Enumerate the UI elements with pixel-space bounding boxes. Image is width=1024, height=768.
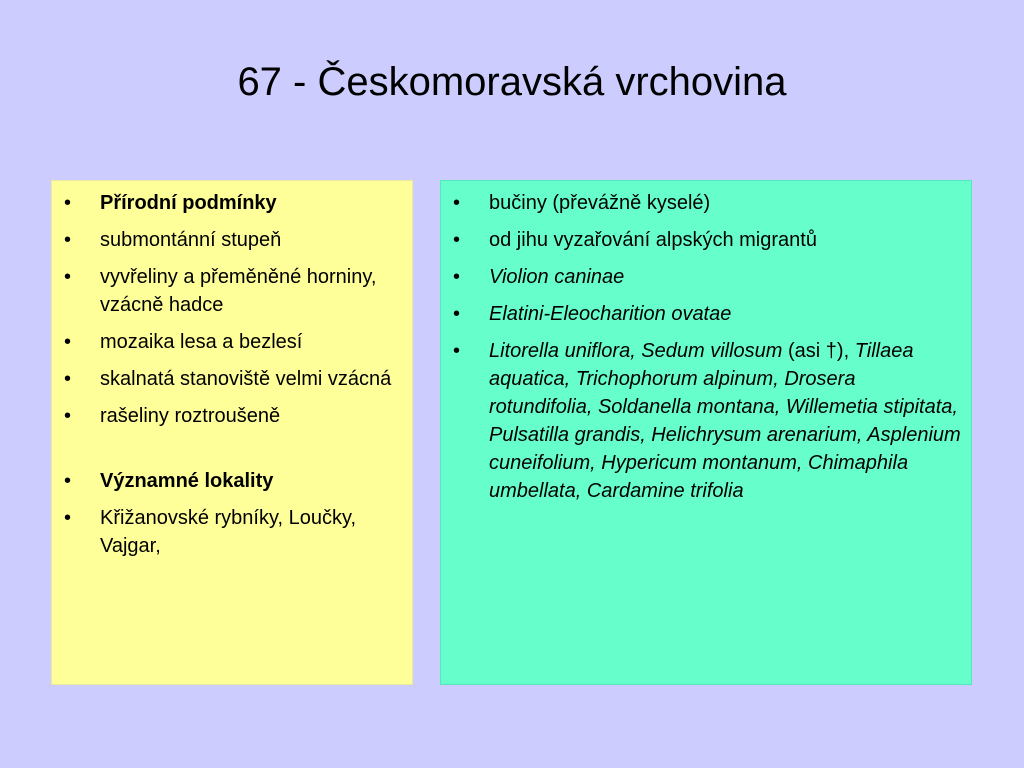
list-item-text: submontánní stupeň xyxy=(100,229,282,251)
bullet-icon: • xyxy=(453,303,461,325)
bullet-icon: • xyxy=(64,192,72,214)
list-item xyxy=(52,263,402,319)
list-item xyxy=(52,226,402,254)
left-bullet-list xyxy=(52,189,402,430)
left-panel xyxy=(51,180,413,685)
list-item-text: Violion caninae xyxy=(489,266,625,288)
list-item-text: vyvřeliny a přeměněné horniny, vzácně hadce xyxy=(100,266,377,316)
bullet-icon: • xyxy=(64,229,72,251)
species-note: (asi †), xyxy=(782,340,855,362)
list-item-text: Křižanovské rybníky, Loučky, Vajgar, xyxy=(100,507,357,557)
list-item-text: rašeliny roztroušeně xyxy=(100,405,281,427)
bullet-icon: • xyxy=(64,405,72,427)
list-item-text: mozaika lesa a bezlesí xyxy=(100,331,303,353)
section-heading-natural-conditions: Přírodní podmínky xyxy=(100,192,277,214)
list-item xyxy=(441,263,961,291)
bullet-icon: • xyxy=(64,507,72,529)
list-item xyxy=(52,328,402,356)
bullet-icon: • xyxy=(453,340,461,362)
bullet-icon: • xyxy=(64,266,72,288)
slide-title: 67 - Českomoravská vrchovina xyxy=(237,60,787,104)
section-heading-notable-localities: Významné lokality xyxy=(100,470,274,492)
bullet-icon: • xyxy=(453,266,461,288)
right-panel xyxy=(440,180,972,685)
list-item-text: bučiny (převážně kyselé) xyxy=(489,192,711,214)
species-list-part-1: Litorella uniflora, Sedum villosum xyxy=(489,340,783,362)
list-item-text: skalnatá stanoviště velmi vzácná xyxy=(100,368,392,390)
list-item-text: od jihu vyzařování alpských migrantů xyxy=(489,229,817,251)
list-item xyxy=(52,504,402,560)
bullet-icon: • xyxy=(64,470,72,492)
bullet-icon: • xyxy=(64,331,72,353)
list-item xyxy=(441,226,961,254)
list-item xyxy=(52,365,402,393)
list-item xyxy=(441,300,961,328)
left-bullet-list-localities xyxy=(52,467,402,560)
bullet-icon: • xyxy=(64,368,72,390)
bullet-icon: • xyxy=(453,229,461,251)
species-list-part-2: Tillaea aquatica, Trichophorum alpinum, Drosera rotundifolia, Soldanella montana, Willemetia stipitata, Pulsatilla grandis, Helichrysum arenarium, Asplenium cuneifolium, Hypericum montanum, Chimaphila umbellata, Cardamine trifolia xyxy=(489,340,961,502)
list-item-text: Elatini-Eleocharition ovatae xyxy=(489,303,732,325)
list-item xyxy=(441,189,961,217)
spacer xyxy=(52,439,402,467)
list-item xyxy=(441,337,961,505)
list-item xyxy=(52,467,402,495)
list-item xyxy=(52,402,402,430)
right-bullet-list xyxy=(441,189,961,505)
bullet-icon: • xyxy=(453,192,461,214)
list-item xyxy=(52,189,402,217)
